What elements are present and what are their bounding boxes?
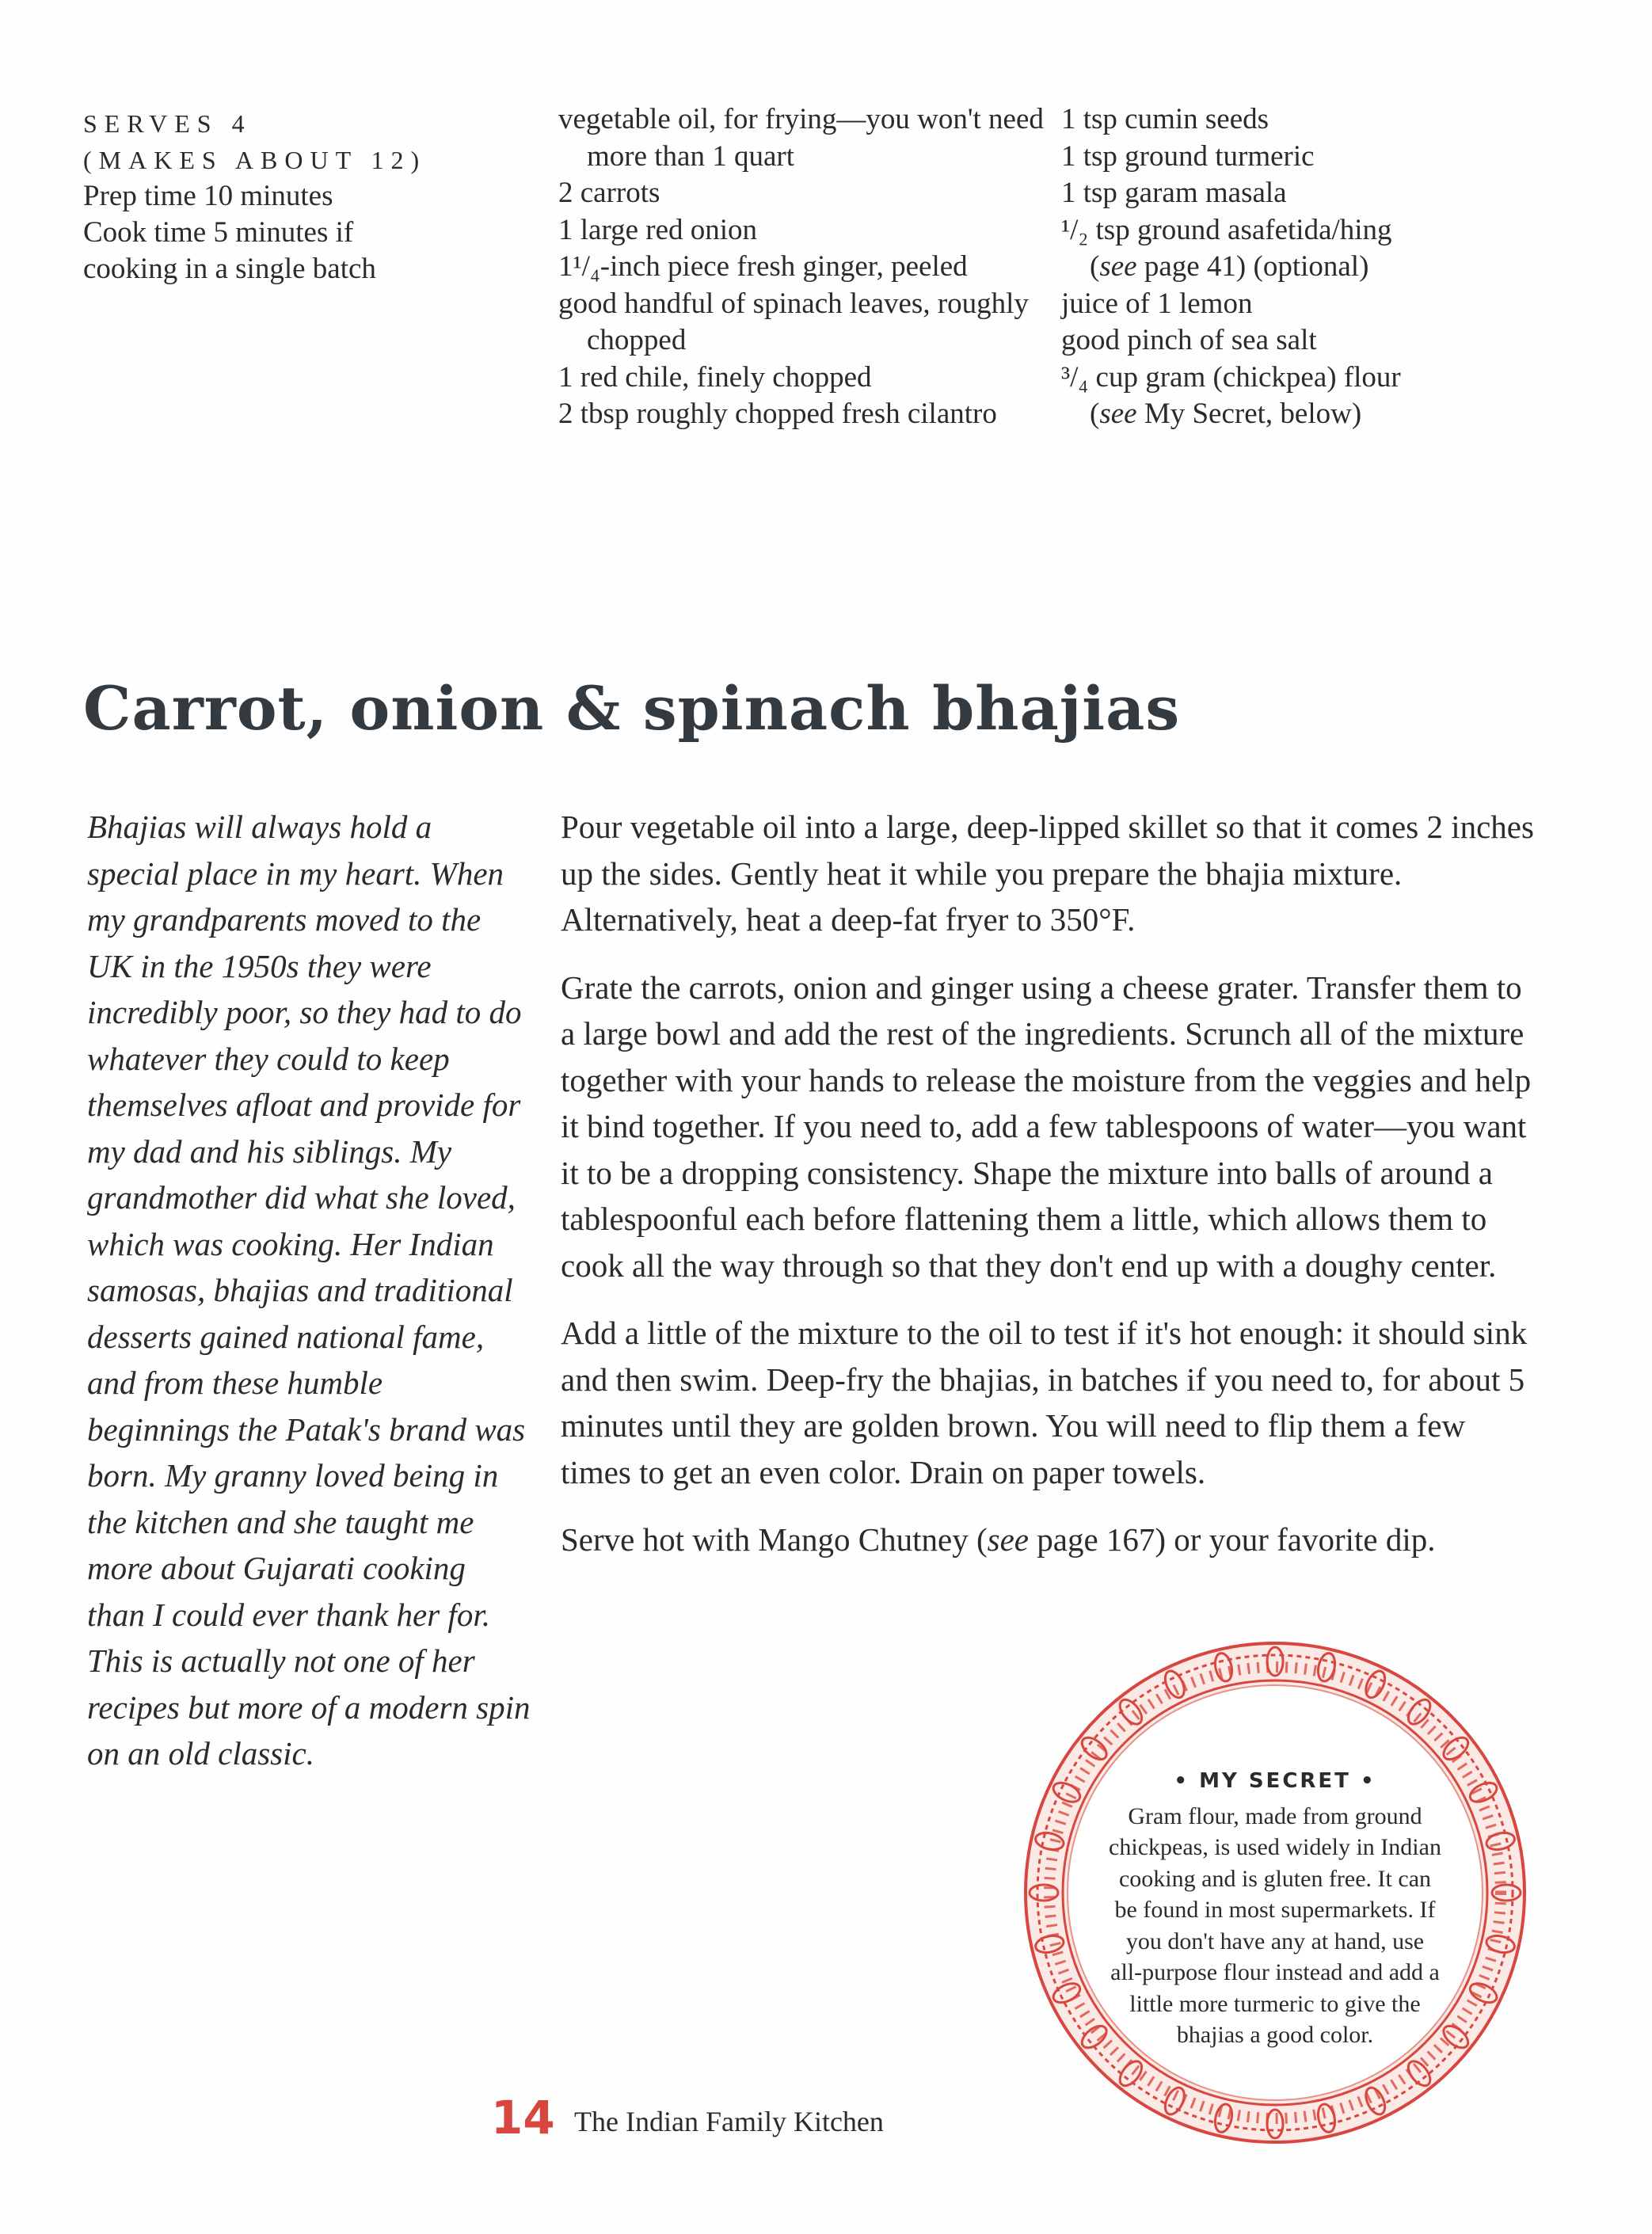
ingredient-item: 2 carrots	[558, 177, 660, 209]
method-step	[561, 1517, 1543, 1563]
ingredient-item: 1 large red onion	[558, 213, 758, 246]
secret-body: Gram flour, made from ground chickpeas, is used widely in Indian cooking and is gluten free. It can be found in most supermarkets. If you don't have any at hand, use all-purpose flour instead and add a little more turmeric to give the bhajias a good color.	[1109, 1802, 1441, 2048]
recipe-yield-info	[83, 105, 527, 287]
secret-content	[1109, 1766, 1441, 2051]
ingredient-item: vegetable oil, for frying—you won't need more than 1 quart	[558, 103, 1044, 173]
cook-time-line2: cooking in a single batch	[83, 253, 376, 285]
my-secret-box	[1022, 1639, 1528, 2146]
flour-note: My Secret, below)	[1136, 398, 1362, 430]
ingredient-item: good handful of spinach leaves, roughly chopped	[558, 287, 1029, 356]
ingredient-item: 1 red chile, finely chopped	[558, 360, 872, 394]
ingredient-item: 1 tsp garam masala	[1061, 177, 1287, 209]
prep-time: Prep time 10 minutes	[83, 180, 333, 212]
serves-label: SERVES 4	[83, 109, 252, 138]
see-ref: see	[987, 1521, 1029, 1558]
ingredient-item: 2 tbsp roughly chopped fresh cilantro	[558, 398, 997, 430]
ingredient-item: ¹/₂ tsp ground asafetida/hing (see page 41) (optional)	[1061, 213, 1392, 283]
ingredient-item: 1¹/₄-inch piece fresh ginger, peeled	[558, 250, 968, 283]
page-number: 14	[491, 2091, 555, 2145]
serve-text-a: Serve hot with Mango Chutney (	[561, 1521, 988, 1558]
method-step: Pour vegetable oil into a large, deep-lipped skillet so that it comes 2 inches up the sides. Gently heat it while you prepare the bhajia mixture. Alternatively, heat a deep-fat fryer to 350°F.	[561, 809, 1534, 938]
ingredients-list-2	[1061, 101, 1584, 433]
serve-text-b: page 167) or your favorite dip.	[1029, 1521, 1436, 1558]
method-step: Grate the carrots, onion and ginger using a cheese grater. Transfer them to a large bowl and add the rest of the ingredients. Scrunch all of the mixture together with your hands to release the moisture from the veggies and help it bind together. If you need to, add a few tablespoons of water—you want it to be a dropping consistency. Shape the mixture into balls of around a tablespoonful each before flattening them a little, which allows them to cook all the way through so that they don't end up with a doughy center.	[561, 969, 1532, 1284]
book-title: The Indian Family Kitchen	[574, 2106, 884, 2137]
see-ref: see	[1099, 398, 1137, 430]
recipe-title: Carrot, onion & spinach bhajias	[83, 673, 1181, 744]
ingredient-flour: ³/₄ cup gram (chickpea) flour	[1061, 360, 1401, 394]
ingredient-item: 1 tsp ground turmeric	[1061, 139, 1315, 173]
ingredient-item: ³/₄ cup gram (chickpea) flour (see My Secret, below)	[1061, 360, 1401, 430]
makes-label: (MAKES ABOUT 12)	[83, 146, 427, 174]
ingredient-item: good pinch of sea salt	[1061, 324, 1317, 356]
recipe-method	[561, 804, 1543, 1585]
ingredients-list-1	[558, 101, 1049, 433]
see-ref: see	[1099, 250, 1137, 283]
method-step: Add a little of the mixture to the oil to test if it's hot enough: it should sink and then swim. Deep-fry the bhajias, in batches if you need to, for about 5 minutes until they are golden brown. You will need to flip them a few times to get an even color. Drain on paper towels.	[561, 1315, 1528, 1490]
ingredient-item: juice of 1 lemon	[1061, 287, 1253, 320]
recipe-intro: Bhajias will always hold a special place in my heart. When my grandparents moved to the UK in the 1950s they were incredibly poor, so they had to do whatever they could to keep themselves afloat and provide for my dad and his siblings. My grandmother did what she loved, which was cooking. Her Indian samosas, bhajias and traditional desserts gained national fame, and from these humble beginnings the Patak's brand was born. My granny loved being in the kitchen and she taught me more about Gujarati cooking than I could ever thank her for. This is actually not one of her recipes but more of a modern spin on an old classic.	[87, 809, 531, 1772]
asafetida-note: page 41) (optional)	[1136, 250, 1369, 283]
ingredient-item: 1 tsp cumin seeds	[1061, 103, 1269, 135]
cook-time-line1: Cook time 5 minutes if	[83, 216, 354, 249]
secret-title: • MY SECRET •	[1174, 1769, 1376, 1793]
ingredient-asafetida: ¹/₂ tsp ground asafetida/hing	[1061, 213, 1392, 246]
